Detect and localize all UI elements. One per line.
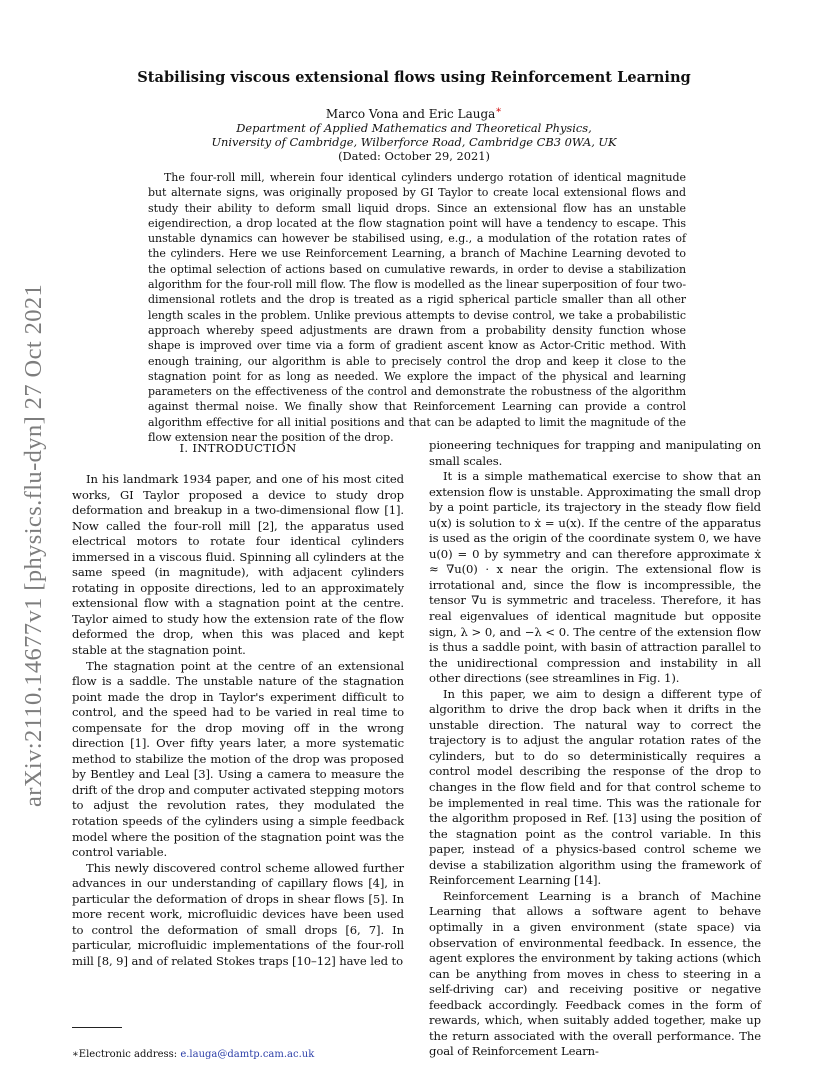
email-link[interactable]: e.lauga@damtp.cam.ac.uk <box>180 1049 315 1060</box>
paragraph: In his landmark 1934 paper, and one of his most cited works, GI Taylor proposed a device to study drop deformation and breakup in a two-dimensional flow [1]. Now called the four-roll mill [2], the apparatus used electrical motors to rotate four identical cylinders immersed in a viscous fluid. Spinning all cylinders at the same speed (in magnitude), with adjacent cylinders rotating in opposite directions, led to an approximately extensional flow with a stagnation point at the centre. Taylor aimed to study how the extension rate of the flow deformed the drop, when this was placed and kept stable at the stagnation point. <box>72 472 404 658</box>
paragraph: Reinforcement Learning is a branch of Machine Learning that allows a software agent to behave optimally in a given environment (state space) via observation of environmental feedback. In essence, the agent explores the environment by taking actions (which can be anything from moves in chess to steering in a self-driving car) and receiving positive or negative feedback accordingly. Feedback comes in the form of rewards, which, when suitably added together, make up the return associated with the overall performance. The goal of Reinforcement Learn- <box>429 888 761 1059</box>
paper-title: Stabilising viscous extensional flows using Reinforcement Learning <box>137 69 691 86</box>
dated: (Dated: October 29, 2021) <box>338 149 490 163</box>
abstract: The four-roll mill, wherein four identical cylinders undergo rotation of identical magnitude but alternate signs, was originally proposed by GI Taylor to create local extensional flows and study their ability to deform small liquid drops. Since an extensional flow has an unstable eigendirection, a drop located at the flow stagnation point will have a tendency to escape. This unstable dynamics can however be stabilised using, e.g., a modulation of the rotation rates of the cylinders. Here we use Reinforcement Learning, a branch of Machine Learning devoted to the optimal selection of actions based on cumulative rewards, in order to devise a stabilization algorithm for the four-roll mill flow. The flow is modelled as the linear superposition of four two-dimensional rotlets and the drop is treated as a rigid spherical particle smaller than all other length scales in the problem. Unlike previous attempts to devise control, we take a probabilistic approach whereby speed adjustments are drawn from a probability density function whose shape is improved over time via a form of gradient ascent know as Actor-Critic method. With enough training, our algorithm is able to precisely control the drop and keep it close to the stagnation point for as long as needed. We explore the impact of the physical and learning parameters on the effectiveness of the control and demonstrate the robustness of the algorithm against thermal noise. We finally show that Reinforcement Learning can provide a control algorithm effective for all initial positions and that can be adapted to limit the magnitude of the flow extension near the position of the drop. <box>148 171 686 445</box>
paragraph: pioneering techniques for trapping and manipulating on small scales. <box>429 438 761 468</box>
paragraph: This newly discovered control scheme allowed further advances in our understanding of capillary flows [4], in particular the deformation of drops in shear flows [5]. In more recent work, microfluidic devices have been used to control the deformation of small drops [6, 7]. In particular, microfluidic implementations of the four-roll mill [8, 9] and of related Stokes traps [10–12] have led to <box>72 860 404 968</box>
arxiv-identifier: arXiv:2110.14677v1 [physics.flu-dyn] 27 Oct 2021 <box>20 283 47 807</box>
section-heading: I. INTRODUCTION <box>179 441 297 455</box>
left-column <box>72 438 404 970</box>
footnote-divider <box>72 1027 122 1028</box>
paragraph: It is a simple mathematical exercise to show that an extension flow is unstable. Approximating the small drop by a point particle, its trajectory in the steady flow field u(x) is solution to ẋ = u(x). If the centre of the apparatus is used as the origin of the coordinate system 0, we have u(0) = 0 by symmetry and can therefore approximate ẋ ≈ ∇u(0) · x near the origin. The extensional flow is irrotational and, since the flow is incompressible, the tensor ∇u is symmetric and traceless. Therefore, it has real eigenvalues of identical magnitude but opposite sign, λ > 0, and −λ < 0. The centre of the extension flow is thus a saddle point, with basin of attraction parallel to the unidirectional compression and instability in all other directions (see streamlines in Fig. 1). <box>429 469 761 686</box>
affiliation-line-2: University of Cambridge, Wilberforce Road, Cambridge CB3 0WA, UK <box>211 135 617 149</box>
corresponding-author-mark[interactable]: ∗ <box>495 105 503 116</box>
author-line <box>0 105 828 121</box>
footnote-label: ∗Electronic address: <box>72 1049 181 1060</box>
right-column <box>429 438 761 1060</box>
authors: Marco Vona and Eric Lauga <box>325 107 496 121</box>
paragraph: In this paper, we aim to design a different type of algorithm to drive the drop back when it drifts in the unstable direction. The natural way to correct the trajectory is to adjust the angular rotation rates of the cylinders, but to do so deterministically requires a control model describing the response of the drop to changes in the flow field and for that control scheme to be implemented in real time. This was the rationale for the algorithm proposed in Ref. [13] using the position of the stagnation point as the control variable. In this paper, instead of a physics-based control scheme we devise a stabilization algorithm using the framework of Reinforcement Learning [14]. <box>429 686 761 888</box>
footnote <box>72 1049 314 1060</box>
affiliation-line-1: Department of Applied Mathematics and Theoretical Physics, <box>236 121 592 135</box>
paragraph: The stagnation point at the centre of an extensional flow is a saddle. The unstable nature of the stagnation point made the drop in Taylor's experiment difficult to control, and the speed had to be varied in real time to compensate for the drop moving off in the wrong direction [1]. Over fifty years later, a more systematic method to stabilize the motion of the drop was proposed by Bentley and Leal [3]. Using a camera to measure the drift of the drop and computer activated stepping motors to adjust the revolution rates, they modulated the rotation speeds of the cylinders using a simple feedback model where the position of the stagnation point was the control variable. <box>72 658 404 860</box>
